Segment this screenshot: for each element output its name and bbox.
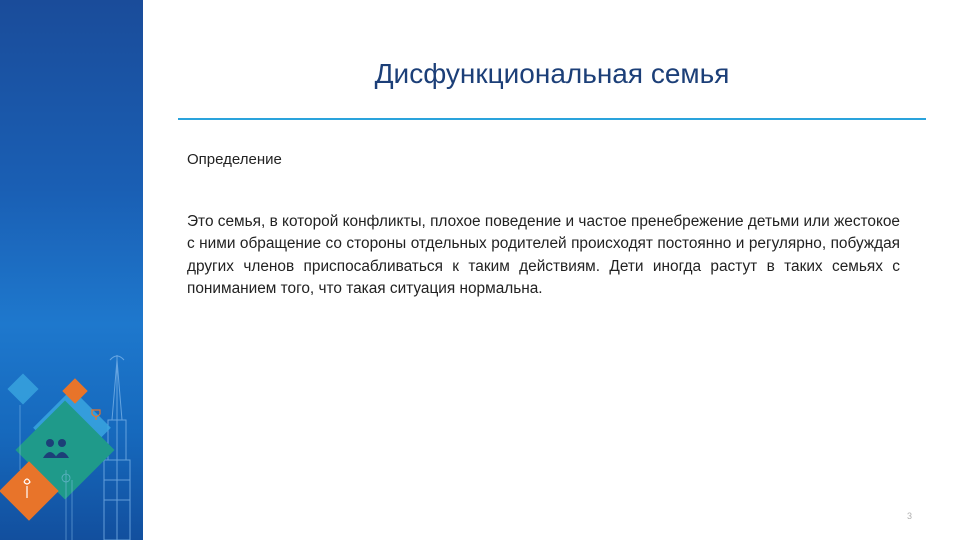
slide-title: Дисфункциональная семья	[374, 58, 730, 89]
side-panel-artwork	[0, 0, 143, 540]
title-divider	[178, 118, 926, 120]
page-number: 3	[907, 511, 913, 521]
decor-diamond-lightblue-small	[7, 373, 38, 404]
definition-paragraph: Это семья, в которой конфликты, плохое поведение и частое пренебрежение детьми или жестокое с ними обращение со стороны отдельных родителей происходят постоянно и регулярно, побуждая других членов приспосабливаться к таким действиям. Дети иногда растут в таких семьях с пониманием того, что такая ситуация нормальна.	[187, 213, 900, 298]
section-label: Определение	[187, 151, 282, 168]
decorative-side-panel	[0, 0, 143, 540]
